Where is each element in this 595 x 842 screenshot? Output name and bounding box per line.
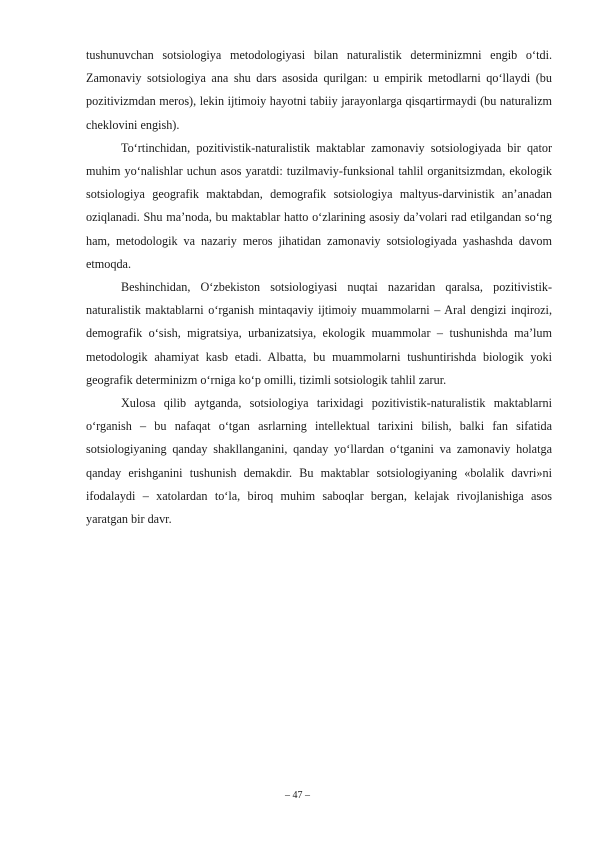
paragraph-fourth-point: To‘rtinchidan, pozitivistik-naturalistik maktablar zamonaviy sotsiologiyada bir qator muhim yo‘nalishlar uchun asos yaratdi: tuzilmaviy-funksional tahlil organitsizmdan, ekologik sotsiologiya geografik maktabdan, demografik sotsiologiya maltyus-darvinistik an’anadan oziqlanadi. Shu ma’noda, bu maktablar hatto o‘zlarining asosiy da’volari rad etilgandan so‘ng ham, metodologik va nazariy meros jihatidan zamonaviy sotsiologiyada yashashda davom etmoqda. [86,140,552,271]
paragraph-continuation: tushunuvchan sotsiologiya metodologiyasi bilan naturalistik determinizmni engib o‘tdi. Zamonaviy sotsiologiya ana shu dars asosida qurilgan: u empirik metodlarni qo‘llaydi (bu pozitivizmdan meros), lekin ijtimoiy hayotni tabiiy jarayonlarga qisqartirmaydi (bu naturalizm cheklovini engish). [86,48,552,132]
paragraph-conclusion: Xulosa qilib aytganda, sotsiologiya tarixidagi pozitivistik-naturalistik maktablarni o‘rganish – bu nafaqat o‘tgan asrlarning intellektual tarixini bilish, balki fan sifatida sotsiologiyaning qanday shakllanganini, qanday yo‘llardan o‘tganini va zamonaviy holatga qanday erishganini tushunish demakdir. Bu maktablar sotsiologiyaning «bolalik davri»ni ifodalaydi – xatolardan to‘la, biroq muhim saboqlar bergan, kelajak rivojlanishiga asos yaratgan bir davr. [86,396,552,527]
paragraph-fifth-point: Beshinchidan, O‘zbekiston sotsiologiyasi nuqtai nazaridan qaralsa, pozitivistik-naturalistik maktablarni o‘rganish mintaqaviy ijtimoiy muammolarni – Aral dengizi inqirozi, demografik o‘sish, migratsiya, urbanizatsiya, ekologik muammolar – tushunishda ma’lum metodologik ahamiyat kasb etadi. Albatta, bu muammolarni tushuntirishda biologik yoki geografik determinizm o‘rniga ko‘p omilli, tizimli sotsiologik tahlil zarur. [86,280,552,387]
document-body [86,44,552,531]
page-number: – 47 – [285,790,310,801]
